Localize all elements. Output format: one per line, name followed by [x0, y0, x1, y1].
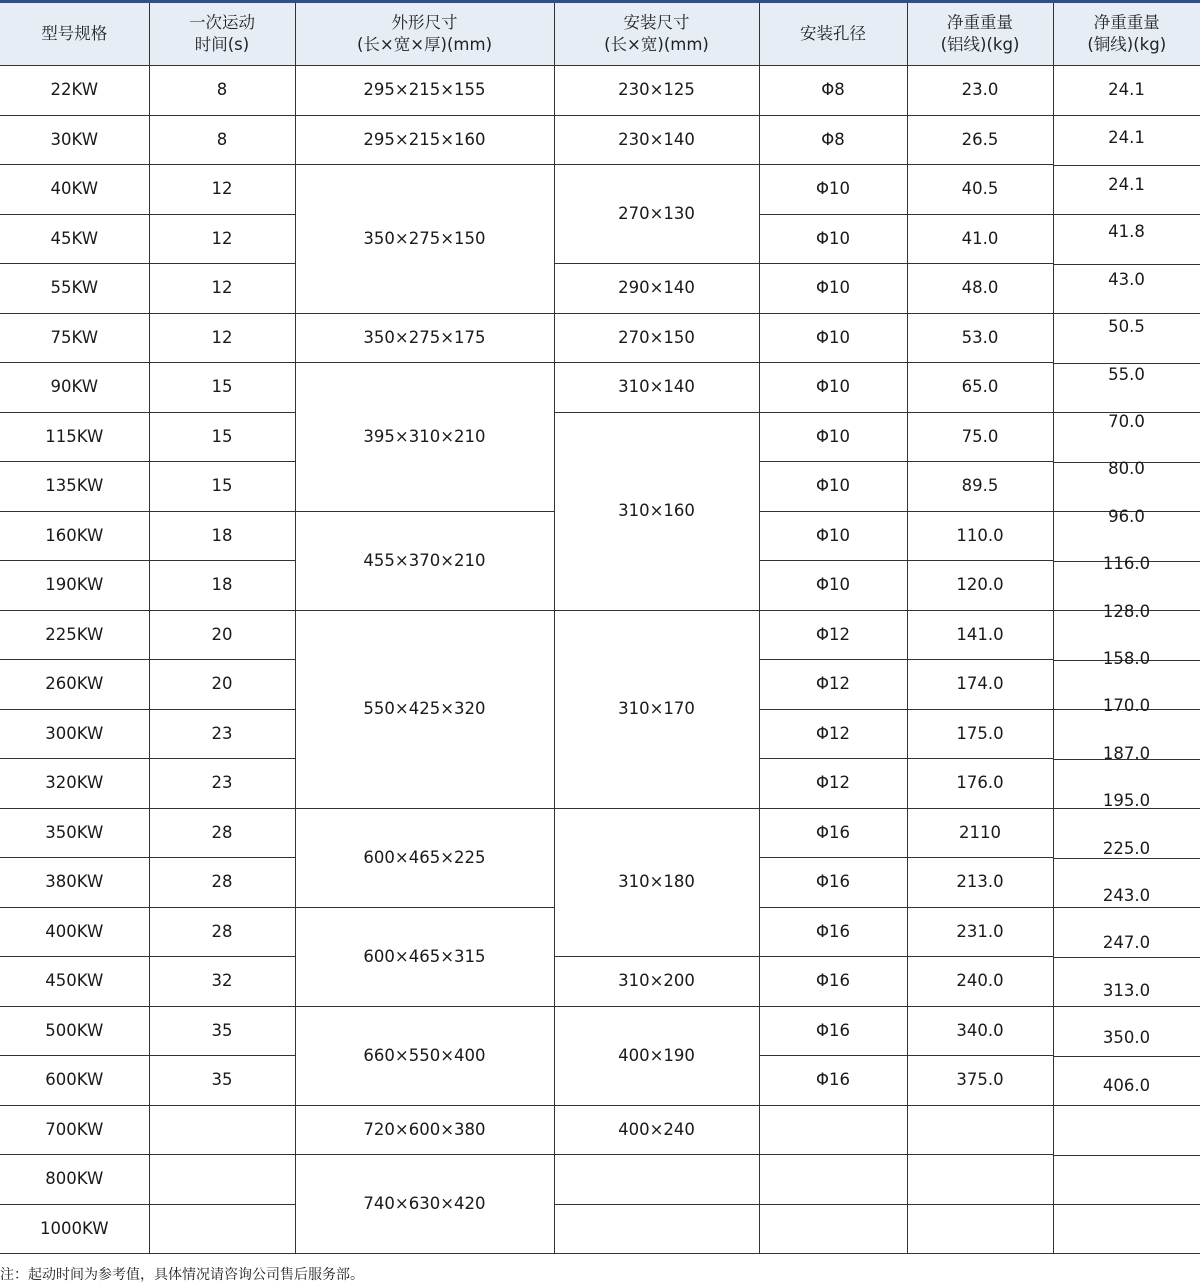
time-cell: 20 [149, 610, 295, 660]
table-row [0, 1155, 1200, 1205]
time-cell: 8 [149, 115, 295, 165]
hole-cell: Φ12 [759, 610, 907, 660]
header-row [0, 2, 1200, 66]
weight-cu-value: 24.1 [1108, 127, 1145, 147]
copper-weight-overlay [1053, 0, 1200, 1250]
header-mount-line: (长×宽)(mm) [604, 35, 709, 54]
outline-size-cell: 295×215×155 [295, 66, 554, 116]
weight-al-cell: 340.0 [907, 1006, 1053, 1056]
mount-size-cell [554, 1155, 759, 1205]
time-cell: 35 [149, 1056, 295, 1106]
model-cell: 700KW [0, 1105, 149, 1155]
time-cell [149, 1155, 295, 1205]
hole-cell [759, 1105, 907, 1155]
outline-size-cell: 455×370×210 [295, 511, 554, 610]
hole-cell: Φ10 [759, 264, 907, 314]
table-row [0, 412, 1200, 462]
model-cell: 45KW [0, 214, 149, 264]
time-cell: 28 [149, 808, 295, 858]
table-row [0, 264, 1200, 314]
model-cell: 225KW [0, 610, 149, 660]
outline-size-cell: 600×465×315 [295, 907, 554, 1006]
time-cell: 8 [149, 66, 295, 116]
hole-cell: Φ10 [759, 462, 907, 512]
row-divider [1053, 115, 1200, 116]
table-row [0, 115, 1200, 165]
header-weight-cu-line: 净重重量 [1093, 13, 1160, 32]
weight-al-cell: 240.0 [907, 957, 1053, 1007]
table-row [0, 363, 1200, 413]
weight-cu-value: 24.1 [1108, 175, 1145, 195]
weight-al-cell: 53.0 [907, 313, 1053, 363]
row-divider [1053, 1155, 1200, 1156]
header-mount-line: 安装尺寸 [623, 13, 690, 32]
mount-size-cell: 310×140 [554, 363, 759, 413]
weight-cu-value: 41.8 [1108, 222, 1145, 242]
header-outline-line: (长×宽×厚)(mm) [356, 35, 493, 54]
row-divider [1053, 1056, 1200, 1057]
time-cell: 15 [149, 363, 295, 413]
weight-cu-value: 50.5 [1108, 317, 1145, 337]
outline-size-cell: 660×550×400 [295, 1006, 554, 1105]
mount-size-cell: 230×125 [554, 66, 759, 116]
hole-cell: Φ16 [759, 957, 907, 1007]
weight-al-cell: 120.0 [907, 561, 1053, 611]
model-cell: 260KW [0, 660, 149, 710]
header-outline [295, 2, 554, 66]
weight-cu-value: 187.0 [1102, 743, 1151, 763]
weight-al-cell: 65.0 [907, 363, 1053, 413]
table-row [0, 610, 1200, 660]
header-hole [759, 2, 907, 66]
time-cell: 15 [149, 462, 295, 512]
weight-al-cell: 213.0 [907, 858, 1053, 908]
table-row [0, 1105, 1200, 1155]
time-cell: 18 [149, 511, 295, 561]
model-cell: 400KW [0, 907, 149, 957]
outline-size-cell: 600×465×225 [295, 808, 554, 907]
hole-cell [759, 1204, 907, 1254]
weight-cu-value: 243.0 [1102, 886, 1151, 906]
row-divider [1053, 165, 1200, 166]
outline-size-cell: 350×275×150 [295, 165, 554, 314]
mount-size-cell: 270×150 [554, 313, 759, 363]
weight-cu-value: 350.0 [1102, 1028, 1151, 1048]
outline-size-cell: 350×275×175 [295, 313, 554, 363]
time-cell: 12 [149, 214, 295, 264]
model-cell: 380KW [0, 858, 149, 908]
row-divider [1053, 1204, 1200, 1205]
outline-size-cell: 720×600×380 [295, 1105, 554, 1155]
table-row [0, 808, 1200, 858]
header-model [0, 2, 149, 66]
weight-al-cell: 375.0 [907, 1056, 1053, 1106]
header-hole-line: 安装孔径 [800, 24, 866, 43]
header-weight-al [907, 2, 1053, 66]
row-divider [1053, 313, 1200, 314]
hole-cell: Φ12 [759, 759, 907, 809]
hole-cell: Φ16 [759, 858, 907, 908]
time-cell: 18 [149, 561, 295, 611]
row-divider [1053, 264, 1200, 265]
time-cell: 35 [149, 1006, 295, 1056]
header-weight-al-line: (铝线)(kg) [940, 35, 1020, 54]
weight-cu-value: 195.0 [1102, 791, 1151, 811]
row-divider [1053, 214, 1200, 215]
header-time-line: 时间(s) [194, 35, 250, 54]
footnote: 注：起动时间为参考值，具体情况请咨询公司售后服务部。 [0, 1267, 364, 1283]
hole-cell [759, 1155, 907, 1205]
row-divider [1053, 957, 1200, 958]
model-cell: 300KW [0, 709, 149, 759]
hole-cell: Φ8 [759, 66, 907, 116]
table-row [0, 957, 1200, 1007]
row-divider [1053, 907, 1200, 908]
time-cell: 20 [149, 660, 295, 710]
mount-size-cell: 230×140 [554, 115, 759, 165]
weight-cu-value: 406.0 [1102, 1075, 1151, 1095]
weight-al-cell: 174.0 [907, 660, 1053, 710]
weight-al-cell: 110.0 [907, 511, 1053, 561]
model-cell: 135KW [0, 462, 149, 512]
model-cell: 320KW [0, 759, 149, 809]
outline-size-cell: 550×425×320 [295, 610, 554, 808]
time-cell [149, 1204, 295, 1254]
weight-cu-value: 55.0 [1108, 364, 1145, 384]
header-time [149, 2, 295, 66]
model-cell: 500KW [0, 1006, 149, 1056]
hole-cell: Φ8 [759, 115, 907, 165]
weight-cu-value: 158.0 [1102, 649, 1151, 669]
weight-al-cell: 141.0 [907, 610, 1053, 660]
weight-al-cell: 175.0 [907, 709, 1053, 759]
model-cell: 22KW [0, 66, 149, 116]
model-cell: 190KW [0, 561, 149, 611]
hole-cell: Φ10 [759, 214, 907, 264]
weight-cu-value: 24.1 [1108, 80, 1145, 100]
weight-al-cell: 89.5 [907, 462, 1053, 512]
model-cell: 30KW [0, 115, 149, 165]
outline-size-cell: 395×310×210 [295, 363, 554, 512]
mount-size-cell: 310×180 [554, 808, 759, 957]
model-cell: 90KW [0, 363, 149, 413]
table-row [0, 313, 1200, 363]
mount-size-cell: 310×160 [554, 412, 759, 610]
weight-cu-value: 43.0 [1108, 269, 1145, 289]
time-cell: 28 [149, 858, 295, 908]
row-divider [1053, 1006, 1200, 1007]
hole-cell: Φ10 [759, 313, 907, 363]
hole-cell: Φ16 [759, 1056, 907, 1106]
time-cell: 12 [149, 313, 295, 363]
outline-size-cell: 295×215×160 [295, 115, 554, 165]
weight-al-cell: 23.0 [907, 66, 1053, 116]
time-cell: 12 [149, 165, 295, 215]
mount-size-cell: 290×140 [554, 264, 759, 314]
time-cell: 15 [149, 412, 295, 462]
model-cell: 350KW [0, 808, 149, 858]
hole-cell: Φ16 [759, 1006, 907, 1056]
model-cell: 600KW [0, 1056, 149, 1106]
weight-al-cell: 40.5 [907, 165, 1053, 215]
weight-al-cell: 48.0 [907, 264, 1053, 314]
weight-al-cell: 26.5 [907, 115, 1053, 165]
model-cell: 800KW [0, 1155, 149, 1205]
hole-cell: Φ16 [759, 907, 907, 957]
weight-cu-value: 225.0 [1102, 838, 1151, 858]
time-cell: 23 [149, 709, 295, 759]
weight-cu-value: 170.0 [1102, 696, 1151, 716]
weight-al-cell [907, 1155, 1053, 1205]
row-divider [1053, 1105, 1200, 1106]
table-header [0, 2, 1200, 66]
mount-size-cell: 270×130 [554, 165, 759, 264]
weight-al-cell: 75.0 [907, 412, 1053, 462]
mount-size-cell: 310×170 [554, 610, 759, 808]
hole-cell: Φ10 [759, 561, 907, 611]
header-mount [554, 2, 759, 66]
hole-cell: Φ12 [759, 709, 907, 759]
table-row [0, 1006, 1200, 1056]
model-cell: 450KW [0, 957, 149, 1007]
model-cell: 40KW [0, 165, 149, 215]
outline-size-cell: 740×630×420 [295, 1155, 554, 1254]
weight-al-cell [907, 1204, 1053, 1254]
header-outline-line: 外形尺寸 [391, 13, 458, 32]
time-cell: 23 [149, 759, 295, 809]
weight-cu-value: 247.0 [1102, 933, 1151, 953]
header-model-line: 型号规格 [41, 24, 108, 43]
table-body [0, 66, 1200, 1254]
model-cell: 75KW [0, 313, 149, 363]
weight-al-cell: 2110 [907, 808, 1053, 858]
weight-cu-value: 128.0 [1102, 601, 1151, 621]
table-row [0, 165, 1200, 215]
header-time-line: 一次运动 [189, 13, 255, 32]
table-row [0, 66, 1200, 116]
mount-size-cell: 400×190 [554, 1006, 759, 1105]
hole-cell: Φ16 [759, 808, 907, 858]
hole-cell: Φ10 [759, 412, 907, 462]
header-weight-cu-line: (铜线)(kg) [1087, 35, 1167, 54]
weight-cu-value: 116.0 [1102, 554, 1151, 574]
weight-cu-value: 80.0 [1108, 459, 1145, 479]
table-row [0, 1204, 1200, 1254]
model-cell: 160KW [0, 511, 149, 561]
mount-size-cell: 400×240 [554, 1105, 759, 1155]
mount-size-cell: 310×200 [554, 957, 759, 1007]
model-cell: 55KW [0, 264, 149, 314]
hole-cell: Φ10 [759, 511, 907, 561]
model-cell: 115KW [0, 412, 149, 462]
hole-cell: Φ12 [759, 660, 907, 710]
time-cell: 32 [149, 957, 295, 1007]
weight-al-cell: 41.0 [907, 214, 1053, 264]
weight-cu-value: 70.0 [1108, 412, 1145, 432]
time-cell [149, 1105, 295, 1155]
weight-al-cell: 176.0 [907, 759, 1053, 809]
weight-al-cell: 231.0 [907, 907, 1053, 957]
header-weight-al-line: 净重重量 [947, 13, 1013, 32]
weight-cu-value: 313.0 [1102, 980, 1151, 1000]
model-cell: 1000KW [0, 1204, 149, 1254]
weight-al-cell [907, 1105, 1053, 1155]
hole-cell: Φ10 [759, 363, 907, 413]
time-cell: 12 [149, 264, 295, 314]
weight-cu-value: 96.0 [1108, 506, 1145, 526]
time-cell: 28 [149, 907, 295, 957]
mount-size-cell [554, 1204, 759, 1254]
hole-cell: Φ10 [759, 165, 907, 215]
